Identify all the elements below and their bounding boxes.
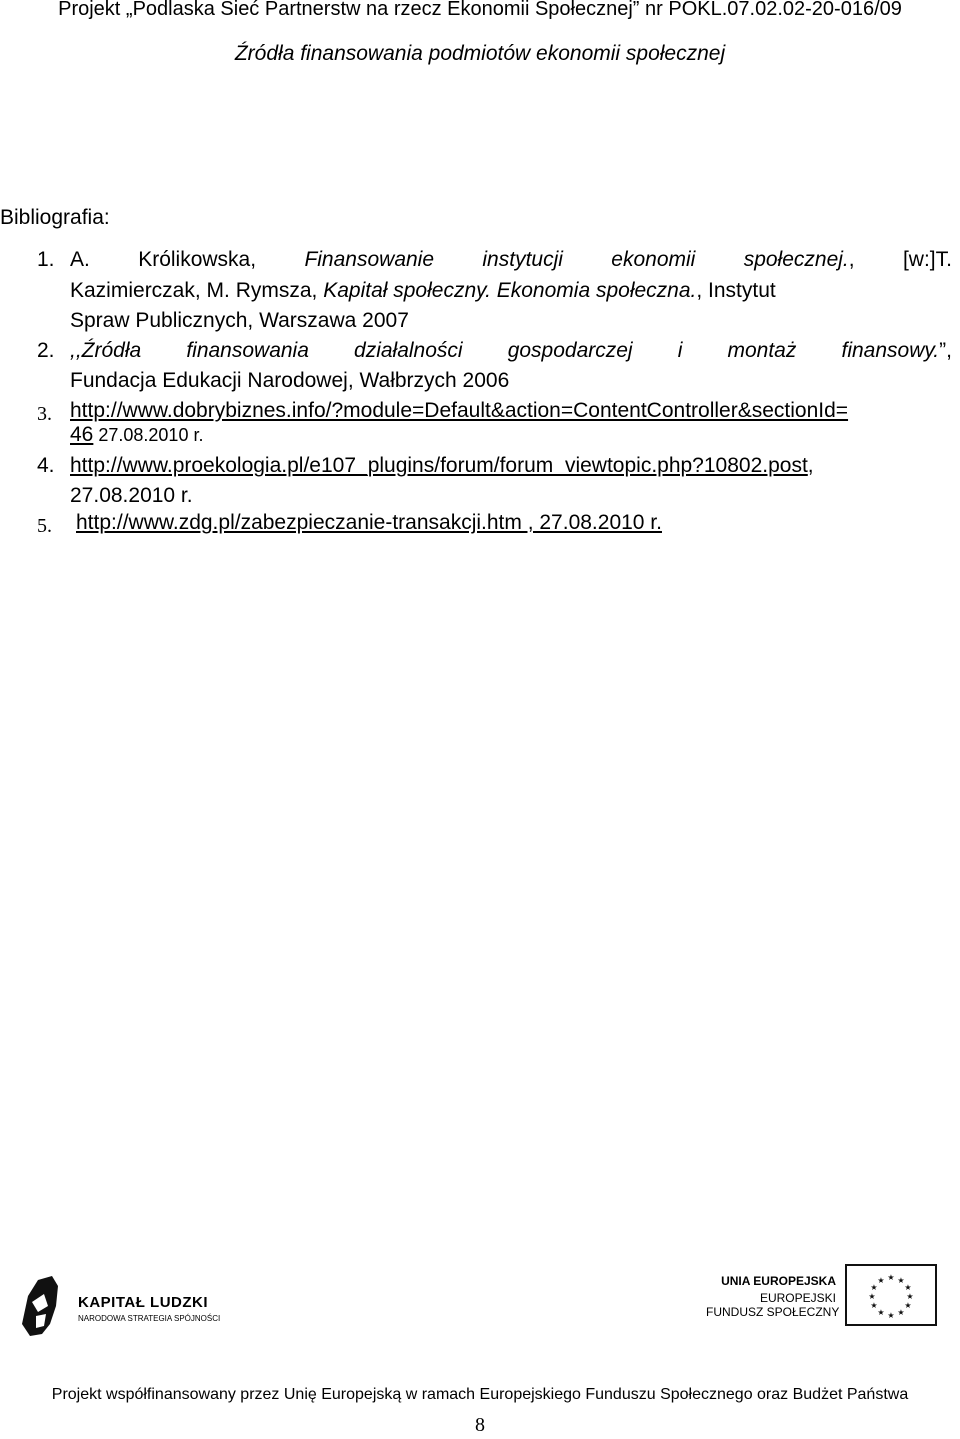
svg-text:★: ★ [897, 1276, 905, 1285]
entry-3-link-continuation[interactable]: 46 [70, 423, 94, 446]
entry-2-line-1: ,,Źródła finansowania działalności gospodarczej i montaż finansowy.”, [70, 339, 952, 362]
svg-text:★: ★ [868, 1292, 876, 1301]
svg-text:★: ★ [887, 1273, 895, 1282]
eu-line-2: EUROPEJSKI [759, 1291, 836, 1305]
entry-3-date: 27.08.2010 r. [93, 425, 204, 445]
page-number: 8 [475, 1414, 485, 1436]
entry-1-line-1: A. Królikowska, Finansowanie instytucji ekonomii społecznej., [w:]T. [70, 248, 952, 271]
svg-text:★: ★ [870, 1283, 878, 1292]
entry-number: 5. [37, 515, 52, 537]
footer-funding-note: Projekt współfinansowany przez Unię Europejską w ramach Europejskiego Funduszu Społecznego oraz Budżet Państwa [51, 1386, 909, 1403]
svg-text:★: ★ [877, 1276, 885, 1285]
bibliography-heading: Bibliografia: [0, 206, 110, 229]
project-header: Projekt „Podlaska Sieć Partnerstw na rzecz Ekonomii Społecznej” nr POKL.07.02.02-20-016/09 [58, 0, 902, 20]
entry-4-date: 27.08.2010 r. [70, 484, 193, 507]
entry-2-line-2: Fundacja Edukacji Narodowej, Wałbrzych 2006 [70, 369, 510, 392]
svg-text:★: ★ [870, 1301, 878, 1310]
eu-line-3: FUNDUSZ SPOŁECZNY [706, 1305, 840, 1319]
eu-flag-icon [845, 1264, 937, 1326]
entry-1-line-3: Spraw Publicznych, Warszawa 2007 [70, 309, 409, 332]
entry-number: 4. [37, 454, 55, 477]
kapital-ludzki-subtitle: NARODOWA STRATEGIA SPÓJNOŚCI [78, 1314, 221, 1323]
entry-number: 1. [37, 248, 55, 271]
entry-4-link[interactable]: http://www.proekologia.pl/e107_plugins/forum/forum_viewtopic.php?10802.post [70, 454, 808, 477]
entry-number: 2. [37, 339, 55, 362]
svg-text:★: ★ [904, 1301, 912, 1310]
svg-text:★: ★ [887, 1311, 895, 1320]
eu-line-1: UNIA EUROPEJSKA [721, 1274, 836, 1288]
entry-3-link[interactable]: http://www.dobrybiznes.info/?module=Default&action=ContentController&sectionId= [70, 399, 849, 422]
kapital-ludzki-logo [22, 1276, 222, 1341]
svg-text:★: ★ [877, 1308, 885, 1317]
entry-5-link[interactable]: http://www.zdg.pl/zabezpieczanie-transakcji.htm , 27.08.2010 r. [76, 511, 662, 534]
svg-text:★: ★ [897, 1308, 905, 1317]
document-title: Źródła finansowania podmiotów ekonomii społecznej [234, 42, 726, 65]
kapital-ludzki-name: KAPITAŁ LUDZKI [78, 1294, 209, 1311]
svg-text:★: ★ [906, 1292, 914, 1301]
entry-number: 3. [37, 403, 52, 425]
svg-text:★: ★ [904, 1283, 912, 1292]
entry-1-line-2: Kazimierczak, M. Rymsza, Kapitał społeczny. Ekonomia społeczna., Instytut [70, 279, 776, 302]
